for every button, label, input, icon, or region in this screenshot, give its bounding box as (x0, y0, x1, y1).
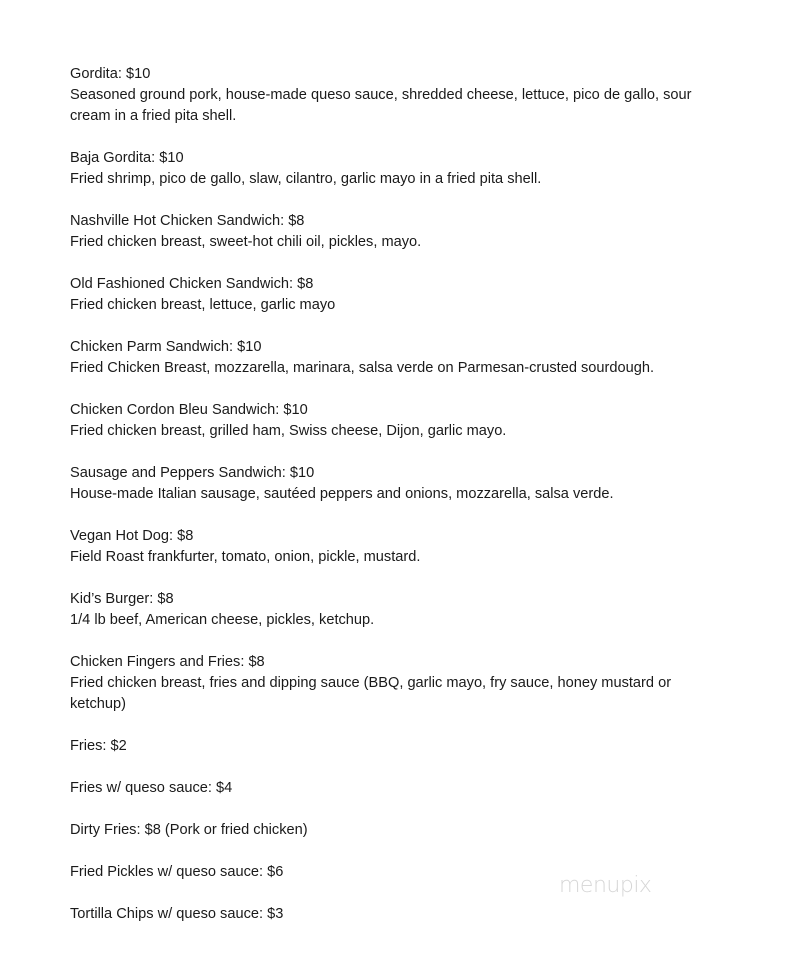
menu-item-title: Chicken Cordon Bleu Sandwich: $10 (70, 402, 308, 418)
menu-item-description: Seasoned ground pork, house-made queso sauce, shredded cheese, lettuce, pico de gallo, sour cream in a fried pita shell. (70, 87, 692, 124)
menu-item (70, 274, 730, 316)
menu-item (70, 526, 730, 568)
menu-item (70, 463, 730, 505)
menu-item (70, 400, 730, 442)
watermark-logo: menupix (559, 873, 652, 898)
menu-item-description: House-made Italian sausage, sautéed peppers and onions, mozzarella, salsa verde. (70, 486, 614, 502)
menu-item-title: Vegan Hot Dog: $8 (70, 528, 194, 544)
menu-item-description: Fried Chicken Breast, mozzarella, marinara, salsa verde on Parmesan-crusted sourdough. (70, 360, 655, 376)
menu-item (70, 64, 730, 127)
menu-item-description: Fried chicken breast, fries and dipping sauce (BBQ, garlic mayo, fry sauce, honey mustard or ketchup) (70, 675, 672, 712)
menu-list (70, 64, 730, 946)
menu-item-title: Tortilla Chips w/ queso sauce: $3 (70, 906, 284, 922)
menu-item-title: Old Fashioned Chicken Sandwich: $8 (70, 276, 314, 292)
menu-item-description: Fried shrimp, pico de gallo, slaw, cilantro, garlic mayo in a fried pita shell. (70, 171, 542, 187)
menu-item (70, 337, 730, 379)
menu-item-title: Gordita: $10 (70, 66, 151, 82)
menu-item-title: Kid’s Burger: $8 (70, 591, 174, 607)
menu-item-description: Fried chicken breast, sweet-hot chili oil, pickles, mayo. (70, 234, 422, 250)
menu-item (70, 589, 730, 631)
menu-item-title: Fries w/ queso sauce: $4 (70, 780, 233, 796)
menu-item-title: Fries: $2 (70, 738, 127, 754)
menu-item-description: Field Roast frankfurter, tomato, onion, pickle, mustard. (70, 549, 421, 565)
menu-item-title: Chicken Fingers and Fries: $8 (70, 654, 265, 670)
menu-item-title: Nashville Hot Chicken Sandwich: $8 (70, 213, 305, 229)
menu-item (70, 904, 730, 925)
menu-item-title: Sausage and Peppers Sandwich: $10 (70, 465, 315, 481)
menu-item (70, 148, 730, 190)
menu-item-title: Fried Pickles w/ queso sauce: $6 (70, 864, 284, 880)
menu-item-description: Fried chicken breast, grilled ham, Swiss cheese, Dijon, garlic mayo. (70, 423, 507, 439)
menu-item (70, 652, 730, 715)
menu-item (70, 211, 730, 253)
menu-item-description: 1/4 lb beef, American cheese, pickles, ketchup. (70, 612, 375, 628)
menu-item-title: Chicken Parm Sandwich: $10 (70, 339, 262, 355)
menu-item-description: Fried chicken breast, lettuce, garlic mayo (70, 297, 336, 313)
menu-item (70, 820, 730, 841)
menu-item (70, 778, 730, 799)
menu-item-title: Dirty Fries: $8 (Pork or fried chicken) (70, 822, 308, 838)
menu-item (70, 736, 730, 757)
menu-item-title: Baja Gordita: $10 (70, 150, 184, 166)
